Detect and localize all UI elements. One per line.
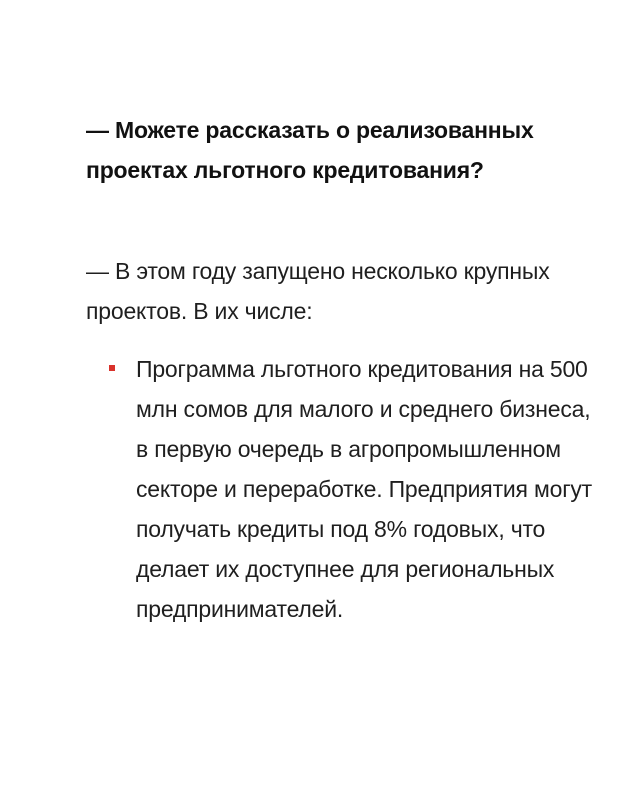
square-bullet-icon [109, 365, 115, 371]
interview-answer: — В этом году запущено несколько крупных проектов. В их числе: [86, 258, 550, 324]
project-list [86, 349, 606, 629]
list-item [86, 349, 606, 629]
list-item-text: Программа льготного кредитования на 500 млн сомов для малого и среднего бизнеса, в первую очередь в агропромышленном секторе и переработке. Предприятия могут получать кредиты под 8% годовых, что делает их доступнее для региональных предпринимателей. [136, 356, 593, 622]
interview-question: — Можете рассказать о реализованных проектах льготного кредитования? [86, 117, 534, 183]
